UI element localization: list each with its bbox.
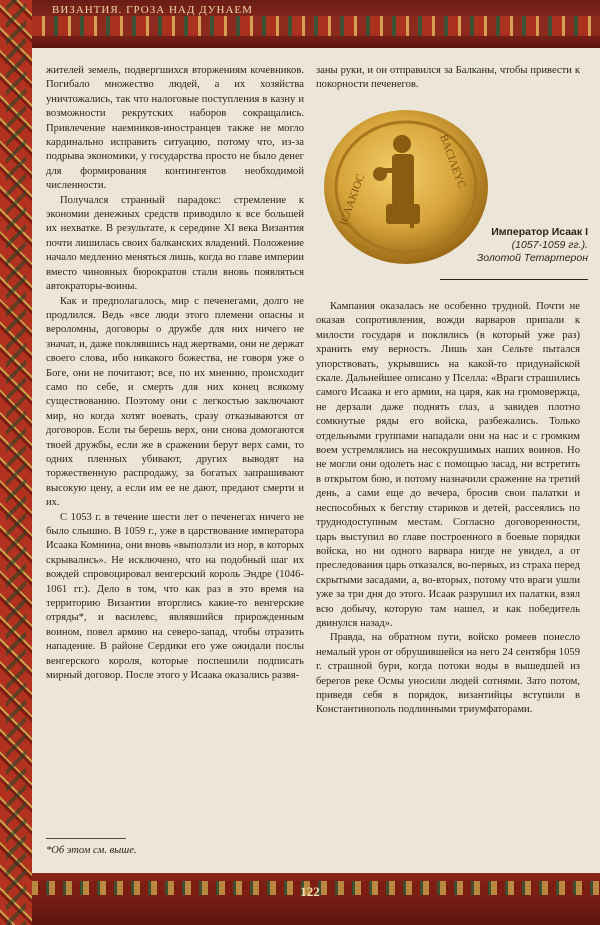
caption-years: (1057-1059 гг.). bbox=[511, 239, 588, 251]
running-head: ВИЗАНТИЯ. ГРОЗА НАД ДУНАЕМ bbox=[52, 4, 253, 16]
caption-title: Император Исаак I bbox=[491, 226, 588, 238]
footnote-divider bbox=[46, 838, 126, 839]
right-column-top bbox=[316, 64, 580, 93]
coin-caption bbox=[440, 226, 588, 265]
left-column bbox=[46, 64, 304, 683]
paragraph: Кампания оказалась не особенно трудной. Почти не оказав сопротивления, вожди варваров припали к милости государя и поклялись (в который уже раз) хранить ему верность. Лишь хан Сельте пытался упорствовать, укрывшись на какой-то придунайской скале. Дальнейшее описано у Пселла: «Враги страшились самого Исаака и его армии, на царя, как на громовержца, не дерзали даже поднять глаз, а завидев плотно сомкнутые ряды его войска, разбежались. Только отдельными группами нападали они на нас и с громким воем устремлялись на несокрушимых наших воинов. Но не могли они одолеть нас с помощью засад, ни встретить в открытом бою, и потому назначили сражение на третий день, а сами еще до вечера, бросив свои палатки и неспособных к бегству стариков и детей, рассеялись по труднодоступным местам. Согласно договоренности, царь выступил во главе построенного в боевые порядки войска, но ни одного варвара нигде не увидел, а от преследования царь отказался, во-первых, из страха перед скрытыми засадами, а, во-вторых, потому что враги ушли уже за три дня до этого. Исаак разрушил их палатки, взял всю добычу, которую там нашел, и как победитель двинулся назад». bbox=[316, 301, 580, 629]
footnote: *Об этом см. выше. bbox=[46, 845, 137, 856]
page-number: 122 bbox=[300, 884, 320, 899]
paragraph: Правда, на обратном пути, войско ромеев понесло немалый урон от обрушившейся на него 24 сентября 1059 г. страшной бури, когда потоки воды в вышедшей из берегов реке Осмы уносили людей сотнями. Зато потом, приведя себя в порядок, византийцы вступили в Константинополь подлинными триумфаторами. bbox=[316, 632, 580, 716]
header-ornament-stripe bbox=[32, 16, 600, 36]
coin-inscription-right: BACIΛEYC bbox=[437, 132, 468, 190]
paragraph: Получался странный парадокс: стремление к экономии денежных средств приводило к все большей их нехватке. В результате, к середине XI века Византия почти лишилась своих балканских владений. Положение начало медленно меняться лишь, когда во главе империи вместо чиновных бюрократов стали вновь появляться автократоры-воины. bbox=[46, 194, 304, 293]
paragraph: заны руки, и он отправился за Балканы, чтобы привести к покорности печенегов. bbox=[316, 65, 580, 91]
side-ornament bbox=[0, 0, 32, 925]
caption-divider bbox=[440, 279, 588, 280]
caption-coin-type: Золотой Тетартерон bbox=[476, 252, 588, 264]
paragraph: С 1053 г. в течение шести лет о печенегах ничего не было слышно. В 1059 г., уже в царствование императора Исаака Комнина, они вновь «выползли из нор, в которых скрывались». Не исключено, что на подобный шаг их вождей спровоцировал венгерский король Эндре (1046-1061 гг.). Дело в том, что как раз в это время на территорию Византии вторглись какие-то венгерские отряды*, и василевс, являвшийся прирожденным воином, повел армию на северо-запад, чтобы отразить нападение. В районе Сердики его уже ожидали послы венгерского короля, которые поспешили подписать мирный договор. После этого у Исаака оказались развя- bbox=[46, 511, 304, 682]
paragraph: Как и предполагалось, мир с печенегами, долго не продлился. Ведь «все люди этого племени опасны и вероломны, договоры о дружбе для них ничего не значат, и, даже поклявшись над жертвами, они не держат своего слова, ибо никакого божества, не говоря уже о Боге, они не почитают; все, по их мнению, происходит само по себе, и смерть для них конец всякому существованию. Поэтому они с легкостью заключают мир, но когда хотят воевать, сразу отказываются от договоров. Если ты берешь верх, они снова домогаются твоей дружбы, если же в сражении берут верх сами, то одних пленных убивают, других выводят на торжественную распродажу, за богатых запрашивают высокую цену, а если им ее не дают, предают смерти и их. bbox=[46, 295, 304, 509]
coin-inscription-left: ICAAKIOC bbox=[337, 172, 368, 228]
paragraph: жителей земель, подвергшихся вторжениям кочевников. Погибало множество людей, а их хозяйства уничтожались, так что налоговые поступления в казну и возможности рекрутских наборов сокращались. Привлечение наемников-иностранцев также не могло кардинально исправить ситуацию, потому что, из-за подрыва экономики, у государства просто не было денег для формирования контингентов необходимой численности. bbox=[46, 65, 304, 192]
right-column bbox=[316, 300, 580, 718]
